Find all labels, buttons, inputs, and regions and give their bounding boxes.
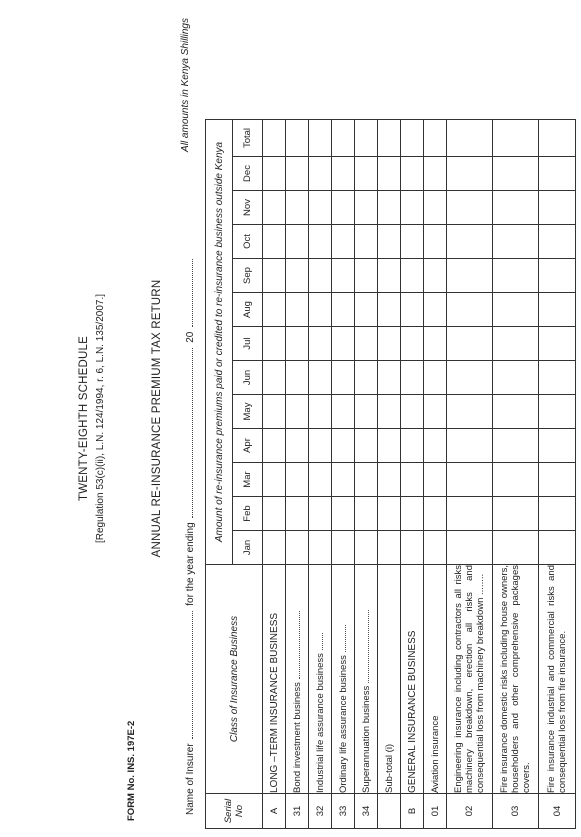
amount-cell-feb[interactable] [332, 497, 355, 531]
month-header-total: Total [233, 120, 263, 157]
serial-cell: 34 [355, 794, 378, 829]
amount-cell-jul[interactable] [401, 327, 424, 361]
table-row [424, 120, 447, 829]
amount-cell-feb[interactable] [378, 497, 401, 531]
amount-cell-aug[interactable] [447, 293, 493, 327]
amount-cell-jun[interactable] [263, 361, 286, 395]
amount-cell-apr[interactable] [493, 429, 539, 463]
year-suffix-field[interactable] [183, 259, 193, 327]
amount-cell-jun[interactable] [493, 361, 539, 395]
class-label: Superannuation business [361, 685, 372, 793]
serial-header: Serial No [206, 794, 263, 829]
amount-cell-dec[interactable] [539, 157, 576, 191]
year-label: for the year ending [185, 522, 196, 606]
amount-cell-sep[interactable] [539, 259, 576, 293]
amount-cell-jun[interactable] [447, 361, 493, 395]
class-label: Sub-total (i) [383, 743, 395, 793]
insurer-label: Name of Insurer [185, 743, 196, 815]
amount-cell-oct[interactable] [447, 225, 493, 259]
month-header-apr: Apr [233, 429, 263, 463]
amount-cell-jul[interactable] [493, 327, 539, 361]
amount-cell-jun[interactable] [424, 361, 447, 395]
class-label: Fire insurance domestic risks including house owners, householders and other comprehensive packages covers. [499, 565, 532, 793]
month-header-mar: Mar [233, 463, 263, 497]
amount-cell-nov[interactable] [286, 191, 309, 225]
amount-cell-total[interactable] [309, 120, 332, 157]
class-label: LONG –TERM INSURANCE BUSINESS [268, 612, 280, 793]
class-label: Ordinary life assurance business [338, 655, 349, 793]
amount-cell-jun[interactable] [378, 361, 401, 395]
amount-cell-nov[interactable] [424, 191, 447, 225]
form-number: FORM No. INS. 197E-2 [126, 720, 137, 821]
amount-cell-apr[interactable] [447, 429, 493, 463]
amount-cell-jul[interactable] [355, 327, 378, 361]
amount-cell-sep[interactable] [309, 259, 332, 293]
amount-cell-may[interactable] [309, 395, 332, 429]
amount-cell-jul[interactable] [263, 327, 286, 361]
serial-cell: 01 [424, 794, 447, 829]
amount-cell-jun[interactable] [539, 361, 576, 395]
month-header-jun: Jun [233, 361, 263, 395]
serial-cell: B [401, 794, 424, 829]
year-ending-field[interactable] [183, 348, 193, 518]
amount-cell-jul[interactable] [286, 327, 309, 361]
amount-cell-feb[interactable] [309, 497, 332, 531]
class-cell [539, 565, 576, 794]
amount-cell-dec[interactable] [332, 157, 355, 191]
amount-cell-total[interactable] [286, 120, 309, 157]
amount-cell-total[interactable] [355, 120, 378, 157]
amount-cell-oct[interactable] [493, 225, 539, 259]
amount-cell-total[interactable] [424, 120, 447, 157]
insurer-year-line [183, 259, 196, 815]
class-cell [263, 565, 286, 794]
table-row [309, 120, 332, 829]
month-header-feb: Feb [233, 497, 263, 531]
amount-cell-mar[interactable] [424, 463, 447, 497]
dot-leader [360, 610, 369, 683]
amount-header: Amount of re-insurance premiums paid or credited to re-insurance business outside Kenya [206, 120, 233, 565]
amount-cell-feb[interactable] [263, 497, 286, 531]
amount-cell-apr[interactable] [539, 429, 576, 463]
amount-cell-mar[interactable] [493, 463, 539, 497]
amount-cell-sep[interactable] [447, 259, 493, 293]
amount-cell-apr[interactable] [286, 429, 309, 463]
class-cell [447, 565, 493, 794]
amount-cell-dec[interactable] [493, 157, 539, 191]
amount-cell-jan[interactable] [424, 531, 447, 565]
amount-cell-oct[interactable] [332, 225, 355, 259]
month-header-sep: Sep [233, 259, 263, 293]
serial-cell: 02 [447, 794, 493, 829]
amount-cell-sep[interactable] [332, 259, 355, 293]
class-label: GENERAL INSURANCE BUSINESS [406, 630, 418, 793]
amount-cell-dec[interactable] [378, 157, 401, 191]
amount-cell-jan[interactable] [539, 531, 576, 565]
table-row [447, 120, 493, 829]
class-cell [378, 565, 401, 794]
amount-cell-mar[interactable] [401, 463, 424, 497]
class-header: Class of Insurance Business [206, 565, 263, 794]
amount-cell-oct[interactable] [263, 225, 286, 259]
month-header-jan: Jan [233, 531, 263, 565]
amount-cell-dec[interactable] [355, 157, 378, 191]
class-label: Fire insurance industrial and commercial risks and consequential loss from fire insurance. [546, 565, 568, 793]
class-label: Engineering insurance including contractors all risks machinery breakdown, erection all risks and consequential loss from machinery breakdown ........ [453, 565, 486, 793]
amount-cell-oct[interactable] [539, 225, 576, 259]
amount-cell-feb[interactable] [355, 497, 378, 531]
class-label: Aviation insurance [429, 715, 441, 793]
amount-cell-may[interactable] [401, 395, 424, 429]
amount-cell-may[interactable] [355, 395, 378, 429]
serial-cell: 33 [332, 794, 355, 829]
table-row [378, 120, 401, 829]
amount-cell-dec[interactable] [447, 157, 493, 191]
amount-cell-oct[interactable] [378, 225, 401, 259]
amount-cell-jul[interactable] [447, 327, 493, 361]
amount-cell-feb[interactable] [539, 497, 576, 531]
amount-cell-mar[interactable] [332, 463, 355, 497]
dot-leader [337, 625, 346, 652]
amount-cell-aug[interactable] [263, 293, 286, 327]
amount-cell-aug[interactable] [378, 293, 401, 327]
amount-cell-nov[interactable] [493, 191, 539, 225]
amount-cell-may[interactable] [493, 395, 539, 429]
amount-cell-total[interactable] [263, 120, 286, 157]
amount-cell-apr[interactable] [309, 429, 332, 463]
amount-cell-mar[interactable] [286, 463, 309, 497]
insurer-name-field[interactable] [183, 611, 193, 739]
amount-cell-feb[interactable] [401, 497, 424, 531]
dot-leader [291, 612, 300, 680]
month-header-oct: Oct [233, 225, 263, 259]
amount-cell-jun[interactable] [401, 361, 424, 395]
amount-cell-nov[interactable] [401, 191, 424, 225]
month-header-may: May [233, 395, 263, 429]
amount-cell-apr[interactable] [378, 429, 401, 463]
amount-cell-mar[interactable] [263, 463, 286, 497]
month-header-jul: Jul [233, 327, 263, 361]
amount-cell-total[interactable] [378, 120, 401, 157]
amount-cell-sep[interactable] [355, 259, 378, 293]
amount-cell-nov[interactable] [332, 191, 355, 225]
class-cell [309, 565, 332, 794]
amount-cell-jun[interactable] [286, 361, 309, 395]
year-prefix: 20 [185, 331, 196, 343]
amount-cell-may[interactable] [447, 395, 493, 429]
amount-cell-mar[interactable] [447, 463, 493, 497]
amount-cell-feb[interactable] [493, 497, 539, 531]
amount-cell-apr[interactable] [263, 429, 286, 463]
amount-cell-total[interactable] [401, 120, 424, 157]
amount-cell-aug[interactable] [493, 293, 539, 327]
class-cell [355, 565, 378, 794]
amount-cell-sep[interactable] [493, 259, 539, 293]
amount-cell-dec[interactable] [309, 157, 332, 191]
class-cell [332, 565, 355, 794]
class-cell [286, 565, 309, 794]
class-cell [493, 565, 539, 794]
amount-cell-feb[interactable] [286, 497, 309, 531]
amount-cell-sep[interactable] [263, 259, 286, 293]
amount-cell-oct[interactable] [401, 225, 424, 259]
dot-leader [314, 633, 323, 650]
amount-cell-mar[interactable] [355, 463, 378, 497]
table-row [286, 120, 309, 829]
amount-cell-jul[interactable] [378, 327, 401, 361]
amount-cell-jan[interactable] [355, 531, 378, 565]
table-row [355, 120, 378, 829]
month-header-dec: Dec [233, 157, 263, 191]
amount-cell-jul[interactable] [539, 327, 576, 361]
amount-cell-may[interactable] [263, 395, 286, 429]
amount-cell-sep[interactable] [424, 259, 447, 293]
amount-cell-jun[interactable] [309, 361, 332, 395]
amount-cell-dec[interactable] [286, 157, 309, 191]
amount-cell-jan[interactable] [263, 531, 286, 565]
amount-cell-nov[interactable] [309, 191, 332, 225]
amount-cell-jan[interactable] [309, 531, 332, 565]
amount-cell-sep[interactable] [401, 259, 424, 293]
amount-cell-jul[interactable] [332, 327, 355, 361]
amount-cell-oct[interactable] [286, 225, 309, 259]
table-row [493, 120, 539, 829]
month-header-aug: Aug [233, 293, 263, 327]
amount-cell-aug[interactable] [424, 293, 447, 327]
amount-cell-mar[interactable] [539, 463, 576, 497]
amount-cell-total[interactable] [539, 120, 576, 157]
amounts-note: All amounts in Kenya Shillings [180, 18, 191, 152]
serial-cell: 32 [309, 794, 332, 829]
table-body [263, 120, 576, 829]
class-label: Industrial life assurance business [315, 653, 326, 793]
amount-cell-mar[interactable] [378, 463, 401, 497]
amount-cell-sep[interactable] [378, 259, 401, 293]
amount-cell-nov[interactable] [378, 191, 401, 225]
amount-cell-nov[interactable] [447, 191, 493, 225]
amount-cell-aug[interactable] [332, 293, 355, 327]
amount-cell-jan[interactable] [493, 531, 539, 565]
table-row [539, 120, 576, 829]
amount-cell-apr[interactable] [401, 429, 424, 463]
amount-cell-oct[interactable] [309, 225, 332, 259]
month-header-nov: Nov [233, 191, 263, 225]
class-cell [424, 565, 447, 794]
amount-cell-feb[interactable] [447, 497, 493, 531]
return-title: ANNUAL RE-INSURANCE PREMIUM TAX RETURN [151, 279, 163, 558]
class-cell [401, 565, 424, 794]
amount-cell-may[interactable] [286, 395, 309, 429]
class-label: Bond investment business [292, 682, 303, 793]
amount-cell-apr[interactable] [332, 429, 355, 463]
amount-cell-aug[interactable] [355, 293, 378, 327]
amount-cell-jul[interactable] [309, 327, 332, 361]
amount-cell-total[interactable] [332, 120, 355, 157]
amount-cell-jan[interactable] [447, 531, 493, 565]
table-row [401, 120, 424, 829]
amount-cell-dec[interactable] [401, 157, 424, 191]
amount-cell-total[interactable] [493, 120, 539, 157]
amount-cell-sep[interactable] [286, 259, 309, 293]
serial-cell: 03 [493, 794, 539, 829]
amount-cell-total[interactable] [447, 120, 493, 157]
serial-cell: A [263, 794, 286, 829]
amount-cell-dec[interactable] [263, 157, 286, 191]
amount-cell-nov[interactable] [355, 191, 378, 225]
amount-cell-aug[interactable] [309, 293, 332, 327]
amount-cell-aug[interactable] [401, 293, 424, 327]
serial-cell: 04 [539, 794, 576, 829]
amount-cell-jan[interactable] [286, 531, 309, 565]
amount-cell-nov[interactable] [263, 191, 286, 225]
amount-cell-dec[interactable] [424, 157, 447, 191]
amount-cell-apr[interactable] [424, 429, 447, 463]
amount-cell-may[interactable] [378, 395, 401, 429]
amount-cell-jan[interactable] [378, 531, 401, 565]
regulation-reference: [Regulation 53(c)(ii), L.N. 124/1994, r. 6, L.N. 135/2007.] [95, 293, 106, 544]
amount-cell-mar[interactable] [309, 463, 332, 497]
serial-cell [378, 794, 401, 829]
schedule-title: TWENTY-EIGHTH SCHEDULE [78, 336, 90, 501]
premium-return-table [205, 119, 576, 829]
amount-cell-aug[interactable] [286, 293, 309, 327]
amount-cell-jan[interactable] [401, 531, 424, 565]
table-row [332, 120, 355, 829]
amount-cell-may[interactable] [539, 395, 576, 429]
table-row [263, 120, 286, 829]
amount-cell-oct[interactable] [424, 225, 447, 259]
amount-cell-aug[interactable] [539, 293, 576, 327]
amount-cell-may[interactable] [424, 395, 447, 429]
amount-cell-feb[interactable] [424, 497, 447, 531]
amount-cell-may[interactable] [332, 395, 355, 429]
amount-cell-oct[interactable] [355, 225, 378, 259]
serial-cell: 31 [286, 794, 309, 829]
amount-cell-jun[interactable] [332, 361, 355, 395]
amount-cell-jan[interactable] [332, 531, 355, 565]
amount-cell-jul[interactable] [424, 327, 447, 361]
amount-cell-nov[interactable] [539, 191, 576, 225]
amount-cell-jun[interactable] [355, 361, 378, 395]
amount-cell-apr[interactable] [355, 429, 378, 463]
